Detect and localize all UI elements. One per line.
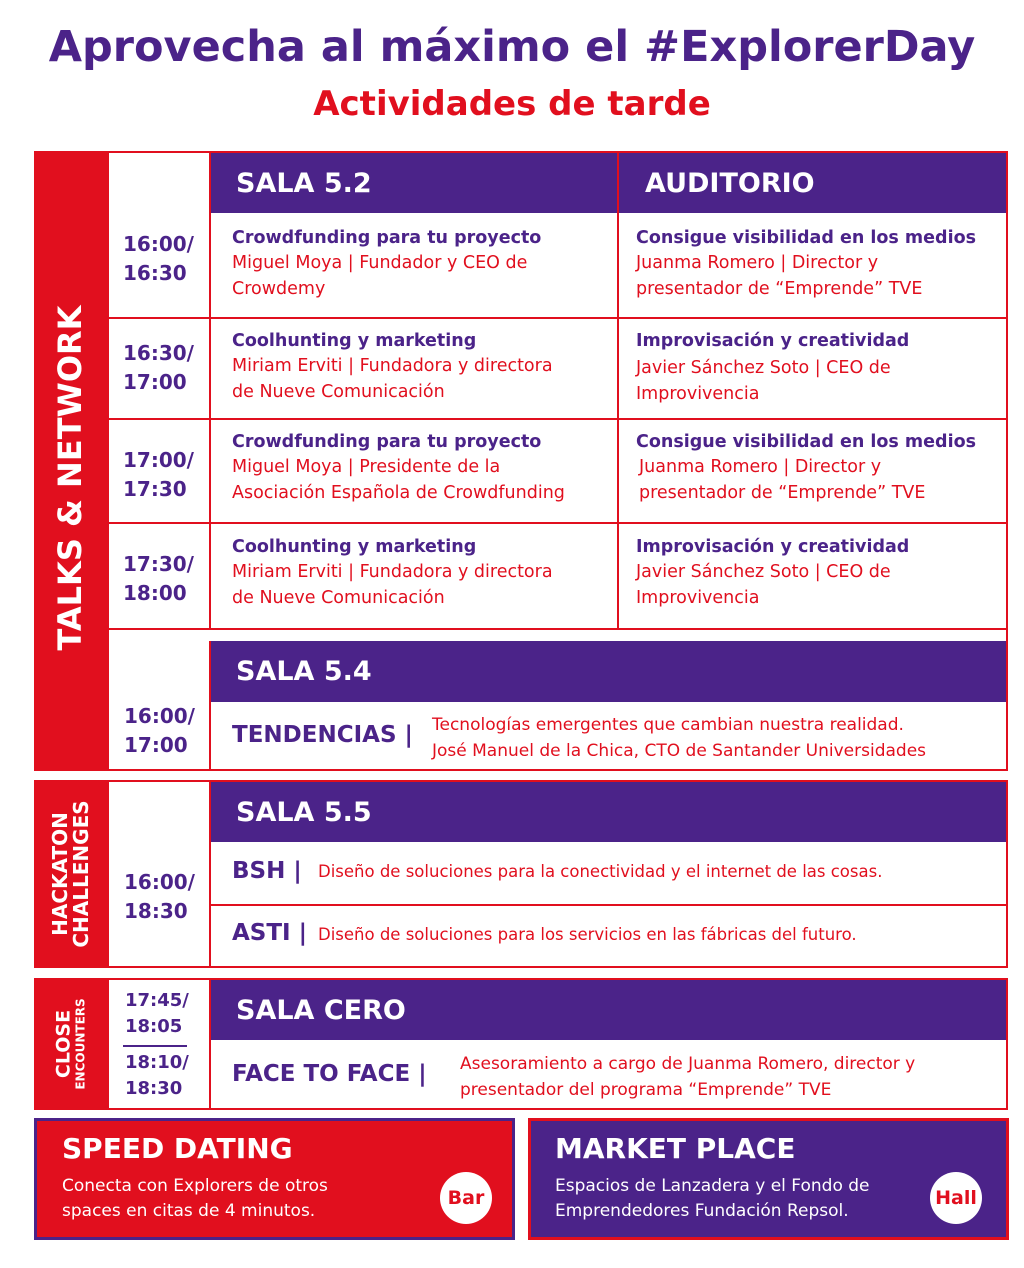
divider <box>209 782 211 966</box>
room-name: SALA 5.2 <box>236 167 372 199</box>
room-header-sala-5-2 <box>210 153 618 213</box>
session-speaker: Crowdemy <box>232 279 326 299</box>
session-desc-line: Asesoramiento a cargo de Juanma Romero, director y <box>460 1054 916 1074</box>
session-speaker: Improvivencia <box>636 384 760 404</box>
speed-dating-title: SPEED DATING <box>62 1132 293 1165</box>
location-badge-hall <box>930 1172 982 1224</box>
divider <box>209 153 211 629</box>
time-slot <box>123 339 194 397</box>
speed-dating-text <box>62 1174 328 1224</box>
session-speaker: Miguel Moya | Fundador y CEO de <box>232 253 528 273</box>
session-speaker: Javier Sánchez Soto | CEO de <box>636 358 891 378</box>
box-text-line: Conecta con Explorers de otros <box>62 1176 328 1196</box>
session-speaker: Miriam Erviti | Fundadora y directora <box>232 356 553 376</box>
location-badge-bar <box>440 1172 492 1224</box>
session-speaker: presentador de “Emprende” TVE <box>636 279 923 299</box>
divider <box>209 904 1006 906</box>
time-start: 17:30/ <box>123 552 194 576</box>
session-cell <box>232 228 541 302</box>
divider <box>209 980 211 1108</box>
time-end: 18:00 <box>123 581 187 605</box>
session-title: Consigue visibilidad en los medios <box>636 432 977 452</box>
hackaton-label-asti: ASTI | <box>232 920 308 946</box>
session-desc-line: José Manuel de la Chica, CTO de Santander Universidades <box>432 741 927 761</box>
box-text-line: spaces en citas de 4 minutos. <box>62 1201 316 1221</box>
session-speaker: de Nueve Comunicación <box>232 382 445 402</box>
time-end: 18:30 <box>124 899 188 923</box>
room-name: SALA 5.5 <box>236 796 372 828</box>
time-slot <box>123 446 194 504</box>
time-start: 16:00/ <box>123 232 194 256</box>
session-title: Improvisación y creatividad <box>636 331 910 351</box>
session-desc-line: Tecnologías emergentes que cambian nuestra realidad. <box>432 715 904 735</box>
side-label-line: CLOSE <box>52 1009 75 1079</box>
divider <box>109 418 1006 420</box>
session-desc <box>460 1051 915 1103</box>
session-title: Consigue visibilidad en los medios <box>636 228 977 248</box>
session-desc-line: presentador del programa “Emprende” TVE <box>460 1080 832 1100</box>
divider <box>109 522 1006 524</box>
room-header-sala-5-5 <box>210 782 1006 842</box>
session-speaker: Javier Sánchez Soto | CEO de <box>636 562 891 582</box>
time-end: 17:00 <box>123 370 187 394</box>
session-speaker: Miriam Erviti | Fundadora y directora <box>232 562 553 582</box>
time-slot <box>125 988 189 1040</box>
badge-label: Bar <box>447 1187 485 1209</box>
session-title: Coolhunting y marketing <box>232 537 477 557</box>
page-title: Aprovecha al máximo el #ExplorerDay <box>48 22 976 72</box>
time-start: 17:00/ <box>123 448 194 472</box>
box-text-line: Emprendedores Fundación Repsol. <box>555 1201 849 1221</box>
time-end: 18:05 <box>125 1016 183 1037</box>
box-text-line: Espacios de Lanzadera y el Fondo de <box>555 1176 870 1196</box>
talks-side-label: TALKS & NETWORK <box>51 305 90 651</box>
time-start: 16:30/ <box>123 341 194 365</box>
market-place-title: MARKET PLACE <box>555 1132 796 1165</box>
badge-label: Hall <box>935 1187 977 1209</box>
room-name: SALA 5.4 <box>236 656 372 687</box>
divider <box>209 317 1006 319</box>
room-name: SALA CERO <box>236 994 406 1026</box>
time-start: 16:00/ <box>124 870 195 894</box>
session-cell <box>636 432 976 506</box>
time-end: 16:30 <box>123 261 187 285</box>
time-start: 18:10/ <box>125 1052 189 1073</box>
session-cell <box>636 331 909 407</box>
time-start: 16:00/ <box>124 704 195 728</box>
session-title: Crowdfunding para tu proyecto <box>232 432 542 452</box>
close-side-label <box>52 998 88 1090</box>
session-cell <box>232 537 553 611</box>
session-label-face-to-face: FACE TO FACE | <box>232 1061 427 1087</box>
session-cell <box>636 228 976 302</box>
session-speaker: Juanma Romero | Director y <box>639 457 882 477</box>
session-title: Improvisación y creatividad <box>636 537 910 557</box>
time-start: 17:45/ <box>125 990 189 1011</box>
room-header-sala-5-4 <box>210 641 1006 702</box>
session-label-tendencias: TENDENCIAS | <box>232 722 413 748</box>
side-label-line: HACKATON <box>48 812 72 936</box>
time-end: 18:30 <box>125 1078 183 1099</box>
session-speaker: de Nueve Comunicación <box>232 588 445 608</box>
time-slot <box>123 230 194 288</box>
session-title: Crowdfunding para tu proyecto <box>232 228 542 248</box>
divider <box>109 317 209 319</box>
side-label-line: CHALLENGES <box>69 800 93 948</box>
time-slot <box>124 868 195 926</box>
session-desc <box>432 712 926 764</box>
market-place-text <box>555 1174 870 1224</box>
hackaton-side-label <box>50 800 92 947</box>
session-speaker: Juanma Romero | Director y <box>636 253 879 273</box>
hackaton-desc-asti: Diseño de soluciones para los servicios en las fábricas del futuro. <box>318 925 857 944</box>
session-speaker: Asociación Española de Crowdfunding <box>232 483 565 503</box>
divider <box>617 153 619 629</box>
hackaton-desc-bsh: Diseño de soluciones para la conectividad y el internet de las cosas. <box>318 862 883 881</box>
side-label-line: ENCOUNTERS <box>73 998 88 1090</box>
divider <box>209 641 211 769</box>
time-slot <box>124 702 195 760</box>
room-header-sala-cero <box>210 980 1006 1040</box>
session-speaker: Improvivencia <box>636 588 760 608</box>
session-title: Coolhunting y marketing <box>232 331 477 351</box>
page-subtitle: Actividades de tarde <box>313 84 711 124</box>
time-end: 17:30 <box>123 477 187 501</box>
session-cell <box>232 432 565 506</box>
session-cell <box>636 537 909 611</box>
hackaton-label-bsh: BSH | <box>232 858 302 884</box>
session-speaker: Miguel Moya | Presidente de la <box>232 457 501 477</box>
time-slot <box>125 1050 189 1102</box>
time-end: 17:00 <box>124 733 188 757</box>
time-slot <box>123 550 194 608</box>
session-speaker: presentador de “Emprende” TVE <box>639 483 926 503</box>
divider <box>109 628 1006 630</box>
session-cell <box>232 331 553 405</box>
room-name: AUDITORIO <box>645 167 815 199</box>
room-header-auditorio <box>619 153 1006 213</box>
divider <box>123 1045 187 1047</box>
